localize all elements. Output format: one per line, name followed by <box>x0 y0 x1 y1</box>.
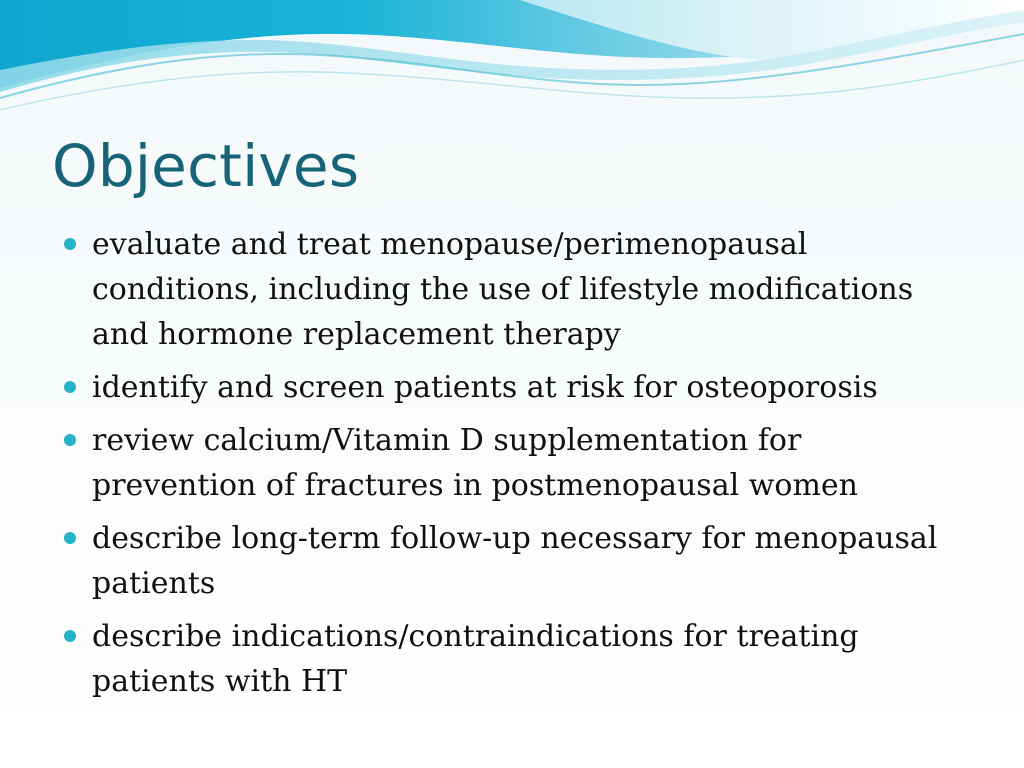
bullet-point-icon <box>64 630 76 642</box>
bullet-point-icon <box>64 238 76 250</box>
objective-text: identify and screen patients at risk for osteoporosis <box>92 370 878 405</box>
bullet-point-icon <box>64 434 76 446</box>
objective-item <box>64 365 964 410</box>
slide-title: Objectives <box>52 132 360 200</box>
objective-text: describe indications/contraindications for treating patients with HT <box>92 619 859 699</box>
bullet-point-icon <box>64 532 76 544</box>
top-wave-decoration <box>0 0 1024 130</box>
objective-item <box>64 418 964 508</box>
objective-item <box>64 516 964 606</box>
objective-text: review calcium/Vitamin D supplementation for prevention of fractures in postmenopausal women <box>92 423 858 503</box>
objective-text: evaluate and treat menopause/perimenopausal conditions, including the use of lifestyle modifications and hormone replacement therapy <box>92 227 914 352</box>
bullet-point-icon <box>64 381 76 393</box>
objective-item <box>64 222 964 357</box>
objective-text: describe long-term follow-up necessary for menopausal patients <box>92 521 938 601</box>
objectives-list <box>64 222 964 712</box>
objective-item <box>64 614 964 704</box>
